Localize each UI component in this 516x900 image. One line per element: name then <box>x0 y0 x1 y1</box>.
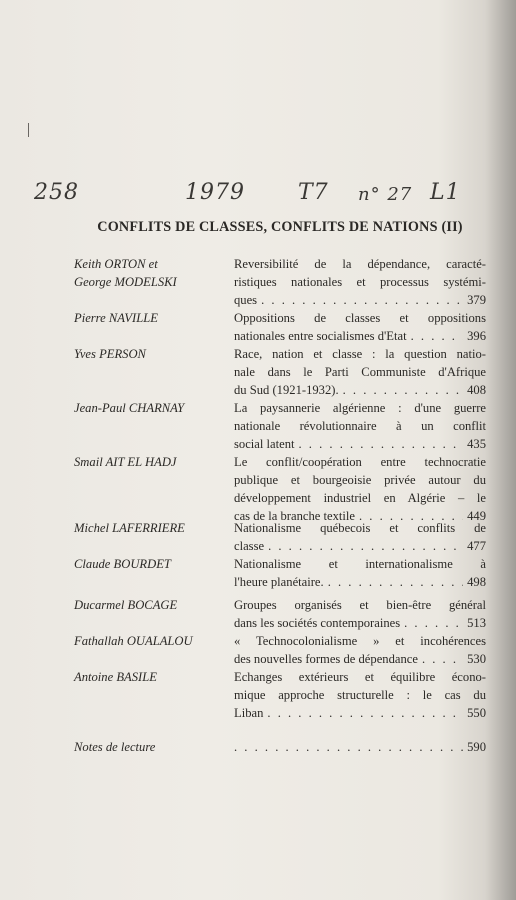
section-title: CONFLITS DE CLASSES, CONFLITS DE NATIONS (II) <box>97 219 463 235</box>
handwritten-volume: T7 <box>298 180 329 205</box>
toc-author <box>74 519 224 537</box>
toc-title <box>234 453 486 525</box>
title-line <box>234 632 486 650</box>
leader-dots <box>234 738 463 756</box>
title-text: social latent <box>234 437 295 451</box>
handwritten-number: n° 27 <box>358 184 413 205</box>
page-number: 498 <box>467 575 486 589</box>
page-number: 550 <box>467 706 486 720</box>
leader-dots <box>407 327 464 345</box>
toc-title <box>234 399 486 453</box>
leader-dots <box>339 381 464 399</box>
title-line <box>234 537 486 555</box>
title-text: des nouvelles formes de dépendance <box>234 652 418 666</box>
toc-author <box>74 555 224 573</box>
toc-title <box>234 738 486 756</box>
author-name: Pierre NAVILLE <box>74 311 158 325</box>
title-line <box>234 363 486 381</box>
author-name: Claude BOURDET <box>74 557 171 571</box>
title-line <box>234 489 486 507</box>
title-line <box>234 309 486 327</box>
toc-title <box>234 632 486 668</box>
title-line <box>234 435 486 453</box>
author-name: George MODELSKI <box>74 275 177 289</box>
title-line <box>234 327 486 345</box>
toc-title <box>234 345 486 399</box>
author-name: Fathallah OUALALOU <box>74 634 193 648</box>
title-line <box>234 704 486 722</box>
title-text: Nationalisme et internationalisme à <box>234 557 486 571</box>
author-name: Antoine BASILE <box>74 670 157 684</box>
title-text: mique approche structurelle : le cas du <box>234 688 486 702</box>
title-line <box>234 596 486 614</box>
toc-title <box>234 255 486 309</box>
page-number: 449 <box>467 509 486 523</box>
author-name: Notes de lecture <box>74 740 156 754</box>
toc-title <box>234 555 486 591</box>
title-line <box>234 273 486 291</box>
title-text: Nationalisme québecois et conflits de <box>234 521 486 535</box>
title-text: l'heure planétaire. <box>234 575 324 589</box>
handwritten-ref: 258 <box>34 180 79 205</box>
toc-title <box>234 596 486 632</box>
title-text: nationales entre socialismes d'Etat <box>234 329 407 343</box>
toc-author <box>74 738 224 756</box>
title-line <box>234 291 486 309</box>
title-text: nationale révolutionnaire à un conflit <box>234 419 486 433</box>
leader-dots <box>263 704 463 722</box>
margin-mark <box>28 123 29 137</box>
title-line <box>234 345 486 363</box>
handwritten-year: 1979 <box>185 180 245 205</box>
title-text: développement industriel en Algérie – le <box>234 491 486 505</box>
title-line <box>234 381 486 399</box>
title-text: ques <box>234 293 258 307</box>
author-name: Jean-Paul CHARNAY <box>74 401 185 415</box>
title-text: « Technocolonialisme » et incohérences <box>234 634 486 648</box>
title-line <box>234 519 486 537</box>
title-text: Echanges extérieurs et équilibre écono- <box>234 670 486 684</box>
page-number: 590 <box>467 740 486 754</box>
title-line <box>234 399 486 417</box>
title-line <box>234 738 486 756</box>
title-text: nale dans le Parti Communiste d'Afrique <box>234 365 486 379</box>
title-text: Reversibilité de la dépendance, caracté- <box>234 257 486 271</box>
leader-dots <box>257 291 463 309</box>
title-text: dans les sociétés contemporaines <box>234 616 401 630</box>
toc-author <box>74 345 224 363</box>
page-number: 435 <box>467 437 486 451</box>
title-text: Groupes organisés et bien-être général <box>234 598 486 612</box>
title-text: Le conflit/coopération entre technocratie <box>234 455 486 469</box>
leader-dots <box>400 614 463 632</box>
title-text: Liban <box>234 706 264 720</box>
toc-title <box>234 668 486 722</box>
author-name: Yves PERSON <box>74 347 146 361</box>
title-text: du Sud (1921-1932). <box>234 383 339 397</box>
title-line <box>234 668 486 686</box>
title-text: cas de la branche textile <box>234 509 355 523</box>
author-name: Smail AIT EL HADJ <box>74 455 177 469</box>
title-line <box>234 471 486 489</box>
page-number: 408 <box>467 383 486 397</box>
toc-author <box>74 309 224 327</box>
leader-dots <box>264 537 463 555</box>
leader-dots <box>324 573 463 591</box>
title-text: Oppositions de classes et oppositions <box>234 311 486 325</box>
page-number: 396 <box>467 329 486 343</box>
toc-title <box>234 309 486 345</box>
show-through-text <box>300 40 490 190</box>
toc-author <box>74 453 224 471</box>
toc-author <box>74 255 224 291</box>
toc-author <box>74 399 224 417</box>
toc-author <box>74 596 224 614</box>
title-line <box>234 453 486 471</box>
title-line <box>234 686 486 704</box>
handwritten-code: L1 <box>430 180 461 205</box>
author-name: Ducarmel BOCAGE <box>74 598 178 612</box>
title-line <box>234 555 486 573</box>
page-number: 530 <box>467 652 486 666</box>
toc-title <box>234 519 486 555</box>
title-line <box>234 417 486 435</box>
toc-author <box>74 632 224 650</box>
author-name: Michel LAFERRIERE <box>74 521 185 535</box>
title-text: publique et bourgeoisie privée autour du <box>234 473 486 487</box>
author-name: Keith ORTON et <box>74 257 158 271</box>
page-number: 477 <box>467 539 486 553</box>
title-text: classe <box>234 539 265 553</box>
title-text: Race, nation et classe : la question natio- <box>234 347 486 361</box>
title-text: ristiques nationales et processus systémi- <box>234 275 486 289</box>
title-line <box>234 614 486 632</box>
page-number: 379 <box>467 293 486 307</box>
title-line <box>234 255 486 273</box>
toc-author <box>74 668 224 686</box>
leader-dots <box>295 435 464 453</box>
page-number: 513 <box>467 616 486 630</box>
title-line <box>234 650 486 668</box>
leader-dots <box>418 650 463 668</box>
title-line <box>234 573 486 591</box>
title-text: La paysannerie algérienne : d'une guerre <box>234 401 486 415</box>
